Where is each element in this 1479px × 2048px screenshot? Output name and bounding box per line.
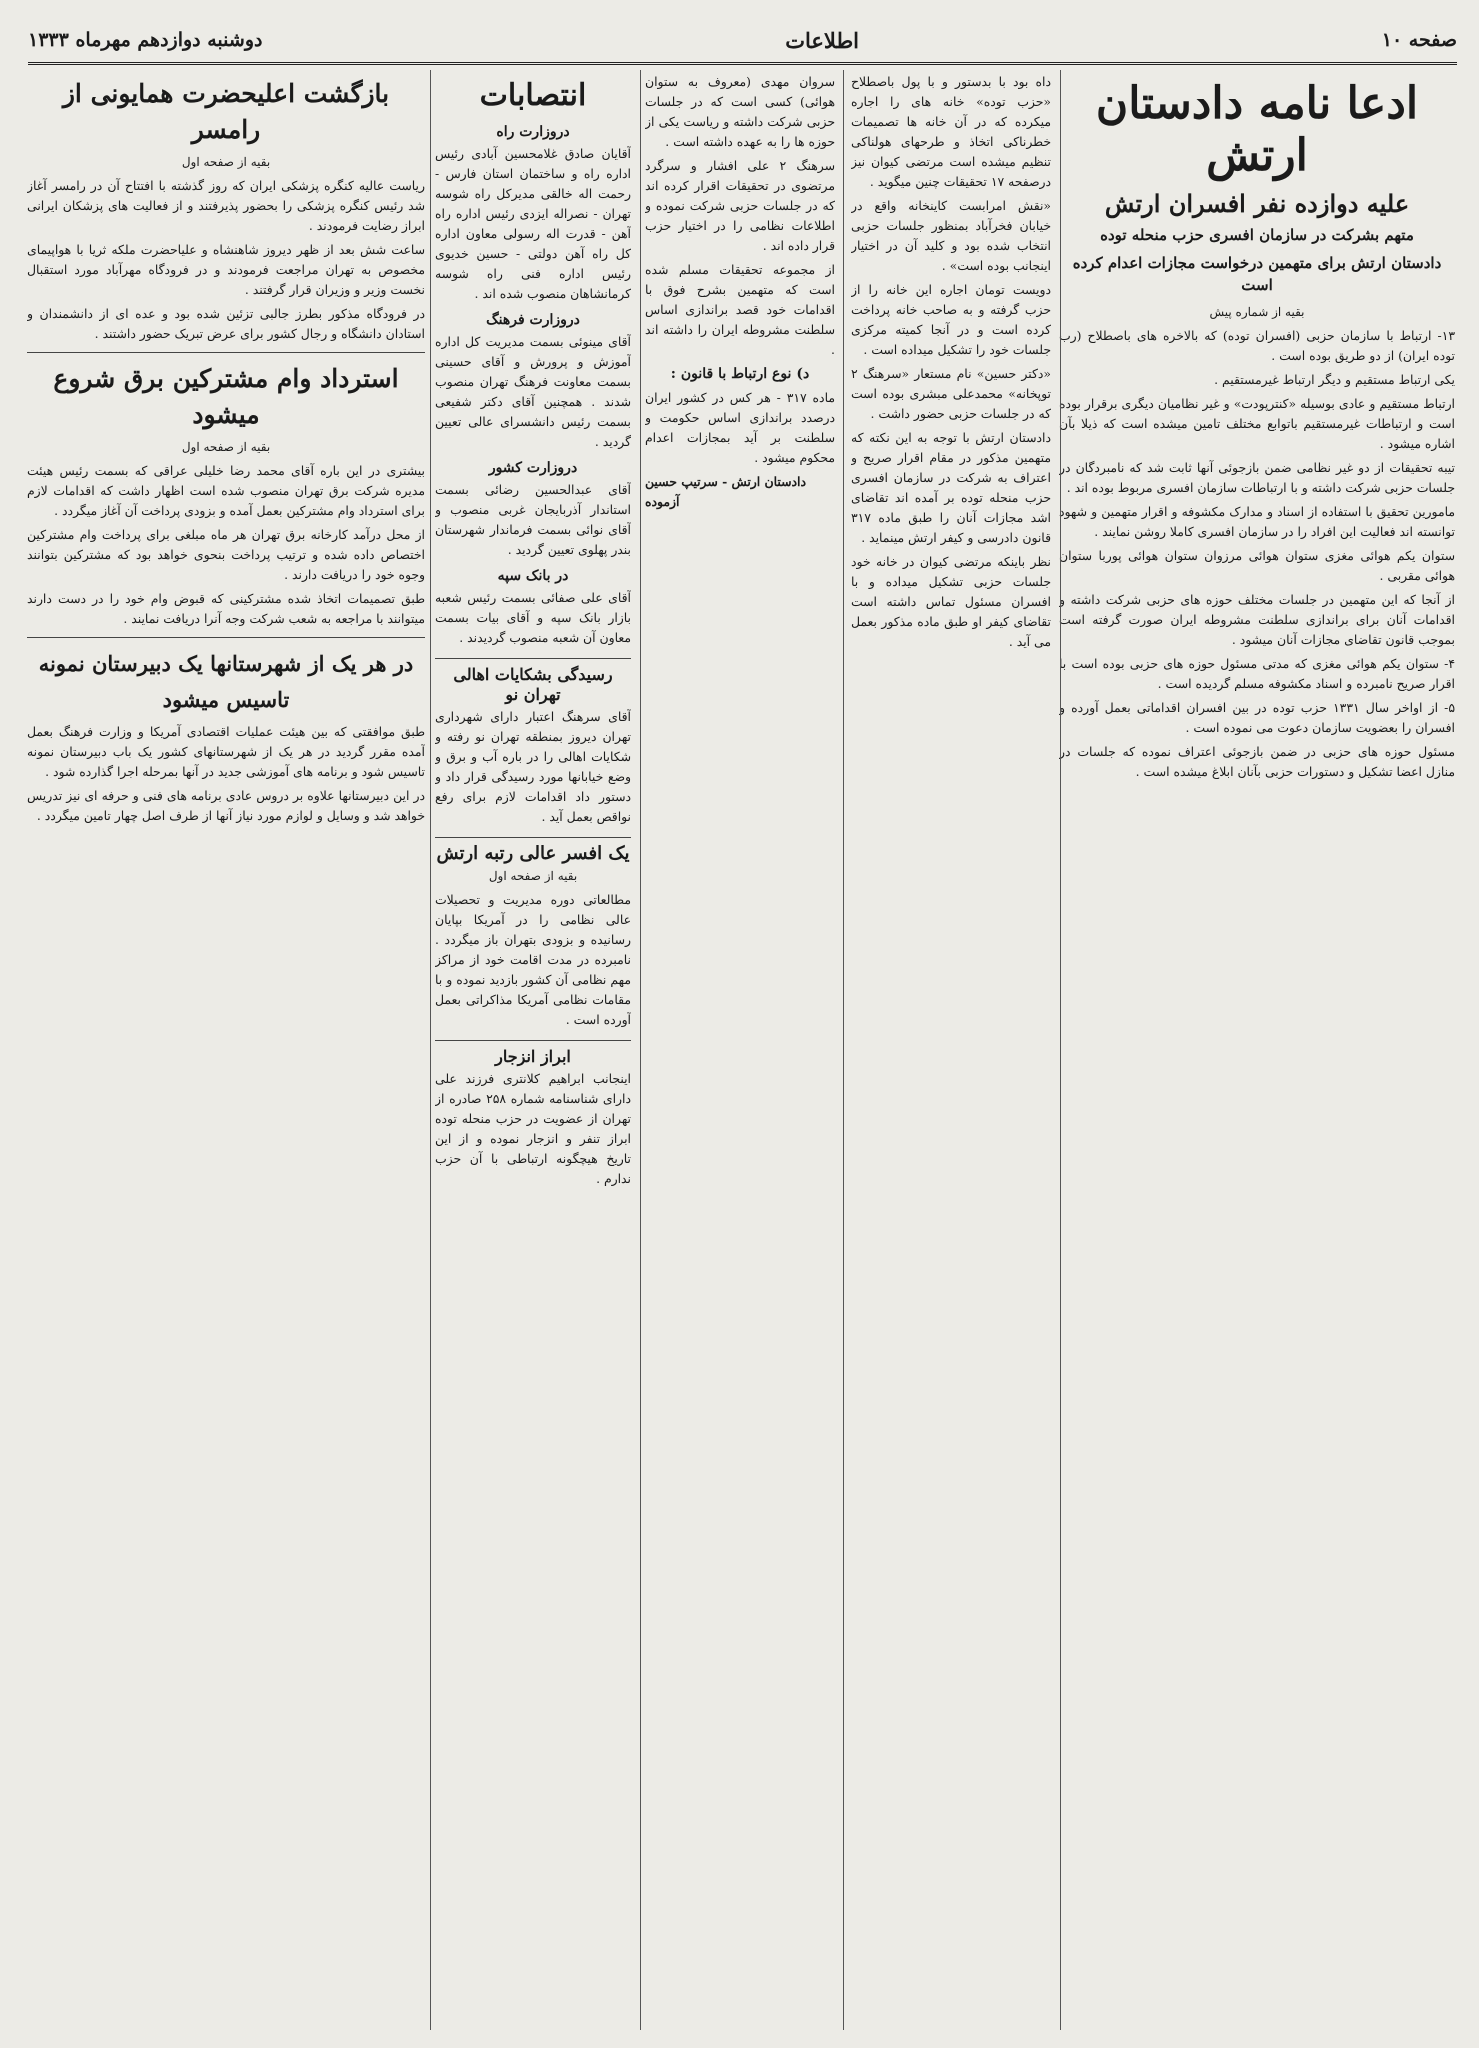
column-divider [640,70,641,2030]
column-divider [1060,70,1061,2030]
paragraph: ماده ۳۱۷ - هر کس در کشور ایران درصدد براندازی اساس حکومت و سلطنت بر آید بمجازات اعدام محکوم میشود . [645,390,835,465]
column-divider [843,70,844,2030]
main-subhead-3: دادستان ارتش برای متهمین درخواست مجازات اعدام کرده است [1072,254,1442,294]
paragraph: «دکتر حسین» نام مستعار «سرهنگ ۲ توپخانه» محمدعلی مبشری بوده است که در جلسات حزبی حضور داشت . [851,366,1051,421]
page-number: صفحه ۱۰ [1381,29,1457,51]
paragraph: ریاست عالیه کنگره پزشکی ایران که روز گذشته با افتتاح آن در رامسر آغاز شد رئیس کنگره پزشکی را بحضور پذیرفتند و از فعالیت های پزشکان ایرانی ابراز رضایت فرمودند . [27,178,425,233]
paragraph: دادستان ارتش با توجه به این نکته که متهمین مذکور در مقام اقرار صریح و اعتراف به شرکت در سازمان افسری حزب منحله توده بر آمده اند تقاضای اشد مجازات آنان را طبق ماده ۳۱۷ قانون دادرسی و کیفر ارتش مینماید . [851,430,1051,545]
paragraph: طبق موافقتی که بین هیئت عملیات اقتصادی آمریکا و وزارت فرهنگ بعمل آمده مقرر گردید در هر یک از شهرستانهای کشور یک باب دبیرستان نمونه تاسیس شود و برنامه های آموزشی جدید در آنها بمرحله اجرا گذارده شود . [27,724,425,779]
paragraph: آقای عبدالحسین رضائی بسمت استاندار آذربایجان غربی منصوب و آقای نوائی بسمت فرماندار شهرستان بندر پهلوی تعیین گردید . [435,482,631,557]
continued-note: بقیه از صفحه اول [181,155,271,169]
renunciation-title: ابراز انزجار [495,1047,571,1066]
paragraph: در فرودگاه مذکور بطرز جالبی تزئین شده بود و عده ای از دانشمندان و استادان دانشگاه و رجال کشور برای عرض تبریک حضور داشتند . [27,306,425,341]
main-subhead: علیه دوازده نفر افسران ارتش [1104,189,1410,218]
paragraph: ارتباط مستقیم و عادی بوسیله «کنترپودت» و غیر نظامیان دیگری برقرار بوده است و ارتباطات غیرمستقیم باتوابع مختلف تامین میشده است که ذیلا بآن اشاره میشود . [1059,396,1455,451]
column-news [27,72,425,2028]
paragraph: اینجانب ابراهیم کلانتری فرزند علی دارای شناسنامه شماره ۲۵۸ صادره از تهران از عضویت در حزب منحله توده ابراز تنفر و انزجار نموده و از این تاریخ هیچگونه ارتباطی با آن حزب ندارم . [435,1071,631,1186]
section-divider [27,352,425,353]
section-heading: دروزارت راه [496,124,570,140]
signature-line: دادستان ارتش - سرتیپ حسین آزموده [645,474,806,509]
section-heading: در بانک سپه [497,568,569,584]
paragraph: ستوان یکم هوائی مغزی ستوان هوائی مرزوان ستوان هوائی پوربا ستوان هوائی مقربی . [1059,548,1455,583]
paragraph: مسئول حوزه های حزبی در ضمن بازجوئی اعتراف نموده که جلسات در منازل اعضا تشکیل و دستورات حزبی بآنان ابلاغ میشده است . [1059,744,1455,779]
renunciation-box [435,1047,631,1189]
paragraph: ساعت شش بعد از ظهر دیروز شاهنشاه و علیاحضرت ملکه ثریا با هواپیمای مخصوص به تهران مراجعت فرمودند و در فرودگاه مهرآباد مورد استقبال نخست وزیر و وزیران قرار گرفتند . [27,242,425,297]
masthead [28,18,1457,65]
complaints-box [435,665,631,838]
appointments-title: انتصابات [479,78,587,113]
paragraph: سروان مهدی (معروف به ستوان هوائی) کسی است که در جلسات حزبی شرکت داشته و ریاست یکی از حوزه ها را به عهده داشته است . [645,74,835,149]
legal-section-heading: د) نوع ارتباط با قانون : [670,366,810,382]
paragraph: از مجموعه تحقیقات مسلم شده است که متهمین بشرح فوق با اقدامات خود قصد براندازی اساس سلطنت مشروطه ایران را داشته اند . [645,262,835,357]
section-divider [27,637,425,638]
officer-box [435,844,631,1041]
paragraph: «نقش امرابست کاینخانه واقع در خیابان فخرآباد بمنظور جلسات حزبی انتخاب شده بود و کلید آن در اختیار اینجانب بوده است» . [851,198,1051,273]
main-subhead-2: متهم بشرکت در سازمان افسری حزب منحله توده [1100,226,1414,244]
paragraph: آقای علی صفائی بسمت رئیس شعبه بازار بانک سپه و آقای بیات بسمت معاون آن شعبه منصوب گردیدند . [435,590,631,645]
paragraph: داه بود با بدستور و با پول باصطلاح «حزب توده» خانه های را اجاره میکرده که در آن خانه ها تصمیمات خطرناکی اتخاذ و طرحهای هولناکی تنظیم میشده است مرتضی کیوان نیز درصفحه ۱۷ تحقیقات چنین میگوید . [851,74,1051,189]
paragraph: ۴- ستوان یکم هوائی مغزی که مدتی مسئول حوزه های حزبی بوده است با اقرار صریح نامبرده و اسناد مکشوفه مسلم گردیده است . [1059,656,1455,691]
continued-note: بقیه از صفحه اول [181,440,271,454]
paragraph: ۵- از اواخر سال ۱۳۳۱ حزب توده در بین افسران اقداماتی بعمل آورده و افسران را بعضویت سازمان دعوت می نموده است . [1059,700,1455,735]
paragraph: از محل درآمد کارخانه برق تهران هر ماه مبلغی برای پرداخت وام مشترکین اختصاص داده شده و ترتیب پرداخت بنحوی خواهد بود که مشترکین بتوانند وجوه خود را دریافت دارند . [27,527,425,582]
paragraph: تیبه تحقیقات از دو غیر نظامی ضمن بازجوئی آنها ثابت شد که نامبردگان در جلسات حزبی شرکت داشته و با ارتباطات سازمان افسری مربوط بوده اند . [1059,460,1455,495]
paragraph: دویست تومان اجاره این خانه را از حزب گرفته و به صاحب خانه پرداخت کرده است و در آنجا کمیته مرکزی جلسات خود را تشکیل میداده است . [851,282,1051,357]
section-heading: دروزارت فرهنگ [486,312,580,328]
column-divider [430,70,431,2030]
loan-headline: استرداد وام مشترکین برق شروع میشود [53,364,399,429]
school-headline: در هر یک از شهرستانها یک دبیرستان نمونه تاسیس میشود [38,651,414,712]
appointments-box [435,76,631,659]
paragraph: آقای سرهنگ اعتبار دارای شهرداری تهران دیروز بمنطقه تهران نو رفته و شکایات اهالی را در باره آب و برق و وضع خیابانها مورد رسیدگی قرار داد و دستور داد اقدامات لازم برای رفع نواقص بعمل آید . [435,709,631,824]
issue-date: دوشنبه دوازدهم مهرماه ۱۳۳۳ [28,29,263,51]
paragraph: آقایان صادق غلامحسین آبادی رئیس اداره راه و ساختمان استان فارس - رحمت اله خالقی مدیرکل راه شوسه تهران - نصراله ایزدی رئیس اداره راه آهن - قدرت اله رسولی معاون اداره کل راه آهن دولتی - حسین خدیوی رئیس اداره فنی راه شوسه کرمانشاهان منصوب شده اند . [435,146,631,301]
section-heading: دروزارت کشور [488,460,578,476]
paragraph: مامورین تحقیق با استفاده از اسناد و مدارک مکشوفه و اقرار متهمین و شهود توانسته اند فعالیت این افراد را در سازمان افسری کاملا روشن نمایند . [1059,504,1455,539]
paragraph: طبق تصمیمات اتخاذ شده مشترکینی که قبوض وام خود را در دست دارند میتوانند با مراجعه به شعب شرکت وجه آنرا دریافت نمایند . [27,591,425,626]
paragraph: آقای مینوئی بسمت مدیریت کل اداره آموزش و پرورش و آقای حسینی بسمت معاونت فرهنگ تهران منصوب شدند . همچنین آقای دکتر شفیعی بسمت رئیس دانشسرای عالی تعیین گردید . [435,334,631,449]
paragraph: بیشتری در این باره آقای محمد رضا خلیلی عراقی که بسمت رئیس هیئت مدیره شرکت برق تهران منصوب شده است اظهار داشت که اقدامات لازم برای استرداد وام مشترکین بعمل آمده و بزودی پرداخت آن آغاز میگردد . [27,463,425,518]
paragraph: از آنجا که این متهمین در جلسات مختلف حوزه های حزبی شرکت داشته و اقدامات آنان برای براندازی سلطنت مشروطه ایران صورت گرفته است بموجب قانون تقاضای مجازات آنان میشود . [1059,592,1455,647]
paragraph: مطالعاتی دوره مدیریت و تحصیلات عالی نظامی را در آمریکا بپایان رسانیده و بزودی بتهران باز میگردد . نامبرده در مدت اقامت خود از مراکز مهم نظامی آن کشور بازدید نموده و با مقامات نظامی آمریکا مذاکراتی بعمل آورده است . [435,892,631,1027]
paragraph: یکی ارتباط مستقیم و دیگر ارتباط غیرمستقیم . [1214,372,1455,387]
continued-note: بقیه از صفحه اول [488,869,578,883]
newspaper-name: اطلاعات [785,27,859,53]
column-indictment-2 [851,72,1051,2028]
officer-title: یک افسر عالی رتبه ارتش [436,843,630,864]
paragraph: نظر باینکه مرتضی کیوان در خانه خود جلسات حزبی تشکیل میداده و با افسران مسئول تماس داشته است تقاضای کیفر او طبق ماده مذکور بعمل می آید . [851,554,1051,649]
column-indictment-1 [1059,72,1455,2028]
paragraph: ۱۳- ارتباط با سازمان حزبی (افسران توده) که بالاخره های باصطلاح (رب توده ایران) از دو طریق بوده است . [1059,328,1455,363]
complaints-title: رسیدگی بشکایات اهالی تهران نو [453,665,613,704]
column-indictment-3 [645,72,835,2028]
continued-note: بقیه از شماره پیش [1209,305,1305,319]
main-headline: ادعا نامه دادستان ارتش [1095,78,1419,181]
paragraph: در این دبیرستانها علاوه بر دروس عادی برنامه های فنی و حرفه ای نیز تدریس خواهد شد و وسایل و لوازم مورد نیاز آنها از طرف اصل چهار تامین میگردد . [27,788,425,823]
return-headline: بازگشت اعلیحضرت همایونی از رامسر [62,79,390,144]
column-appointments [435,72,631,2028]
paragraph: سرهنگ ۲ علی افشار و سرگرد مرتضوی در تحقیقات اقرار کرده اند که در جلسات حزبی شرکت نموده و اطلاعات نظامی را در اختیار حزب قرار داده اند . [645,158,835,253]
